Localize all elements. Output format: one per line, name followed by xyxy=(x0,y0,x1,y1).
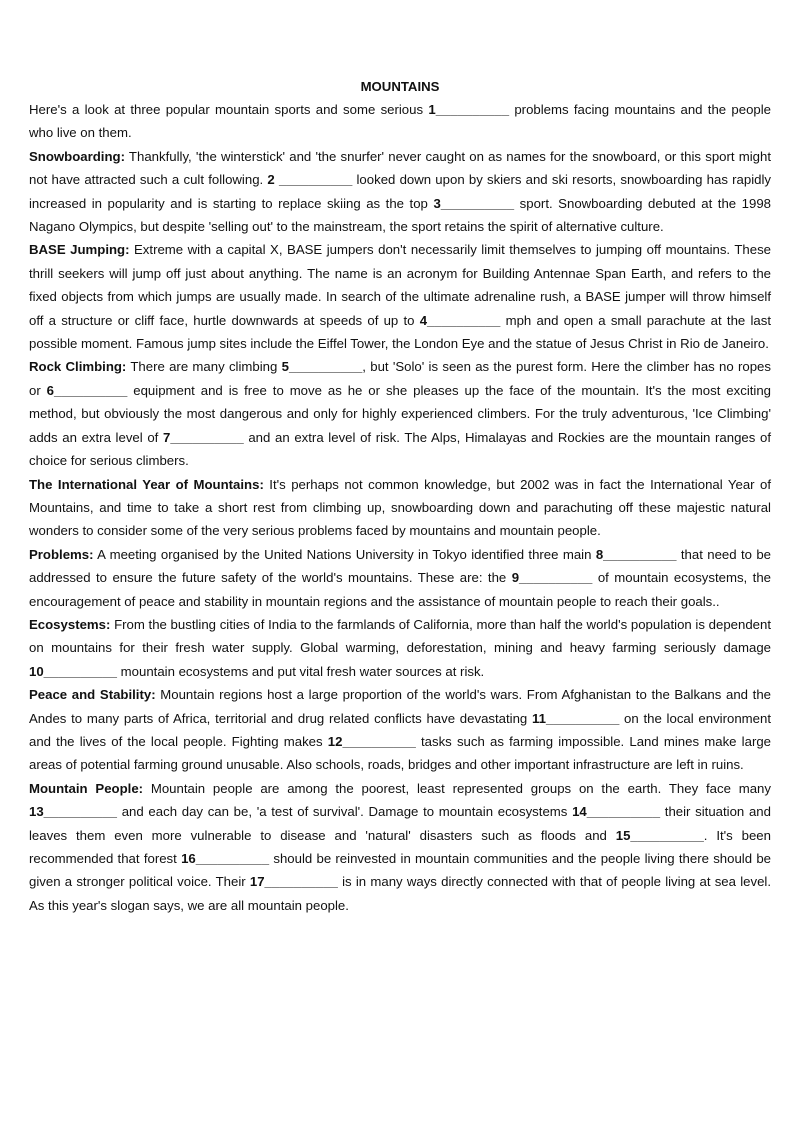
section-heading: Snowboarding: xyxy=(29,148,125,164)
body-text: There are many climbing xyxy=(126,359,282,375)
body-text: equipment and is free to move as he or she pleases up the face of the mountain. It's the most exciting method, but obviously the most dangerous and only for highly experienced climbers. For the truly adventurous, 'Ice Climbing' adds an extra level of xyxy=(29,382,772,445)
answer-blank[interactable]: 14__________ xyxy=(572,804,661,820)
answer-blank[interactable]: 7__________ xyxy=(163,429,244,445)
answer-blank[interactable]: 9__________ xyxy=(511,570,593,586)
body-text: problems facing mountains and the people who live on them. xyxy=(29,102,771,141)
paragraph xyxy=(29,683,771,777)
section-heading: Mountain People: xyxy=(29,780,144,796)
body-text: From the bustling cities of India to the farmlands of California, more than half the world's population is dependent on mountains for their fresh water supply. Global warming, deforestation, mining and heavy farming seriously damage xyxy=(29,616,771,656)
body-text: looked down upon by skiers and ski resorts, snowboarding has rapidly increased in popularity and is starting to replace skiing as the top xyxy=(29,172,771,211)
body-text: and an extra level of risk. The Alps, Himalayas and Rockies are the mountain ranges of choice for serious climbers. xyxy=(29,429,771,469)
paragraph xyxy=(29,145,771,239)
body-text: sport. Snowboarding debuted at the 1998 Nagano Olympics, but despite 'selling out' to the mainstream, the sport retains the spirit of alternative culture. xyxy=(29,195,771,235)
body-text: mountain ecosystems and put vital fresh water sources at risk. xyxy=(117,663,485,679)
section-heading: BASE Jumping: xyxy=(29,242,130,258)
paragraph xyxy=(29,238,771,355)
body-text: Mountain regions host a large proportion of the world's wars. From Afghanistan to the Balkans and the Andes to many parts of Africa, territorial and drug related conflicts have devastating xyxy=(29,687,772,726)
paragraph xyxy=(29,543,771,613)
page-title: MOUNTAINS xyxy=(360,79,440,94)
section-heading: Rock Climbing: xyxy=(29,359,127,375)
body-text: mph and open a small parachute at the last possible moment. Famous jump sites include the Eiffel Tower, the London Eye and the statue of Jesus Christ in Rio de Janeiro. xyxy=(29,312,771,352)
answer-blank[interactable]: 16__________ xyxy=(181,851,270,866)
answer-blank[interactable]: 12__________ xyxy=(327,733,416,749)
body-text: their situation and leaves them even more vulnerable to disease and 'natural' disasters such as floods and xyxy=(29,804,771,843)
body-text: It's perhaps not common knowledge, but 2002 was in fact the International Year of Mountains, and time to take a short rest from climbing up, snowboarding down and parachuting off these majestic natural wonders to consider some of the very serious problems faced by mountains and mountain people. xyxy=(29,476,772,539)
answer-blank[interactable]: 11__________ xyxy=(532,710,620,726)
answer-blank[interactable]: 13__________ xyxy=(29,804,118,820)
body-text: , but 'Solo' is seen as the purest form. Here the climber has no ropes or xyxy=(29,359,771,398)
body-text: . It's been recommended that forest xyxy=(29,827,771,866)
body-text: of mountain ecosystems, the encouragement of peace and stability in mountain regions and the assistance of mountain people to reach their goals.. xyxy=(29,570,771,609)
answer-blank[interactable]: 2 __________ xyxy=(267,172,353,188)
answer-blank[interactable]: 10__________ xyxy=(29,663,118,679)
body-text: that need to be addressed to ensure the future safety of the world's mountains. These are: the xyxy=(29,546,771,586)
body-text: and each day can be, 'a test of survival'. Damage to mountain ecosystems xyxy=(117,804,573,820)
answer-blank[interactable]: 5__________ xyxy=(281,359,363,375)
answer-blank[interactable]: 15__________ xyxy=(615,827,704,843)
body-text: Here's a look at three popular mountain sports and some serious xyxy=(29,102,429,117)
paragraph xyxy=(29,777,771,917)
body-text: Extreme with a capital X, BASE jumpers don't necessarily limit themselves to jumping off mountains. These thrill seekers will jump off just about anything. The name is an acronym for Building Antennae Span Earth, and refers to the fixed objects from which jumps are usually made. In search of the ultimate adrenaline rush, a BASE jumper will throw himself off a structure or cliff face, hurtle downwards at speeds of up to xyxy=(29,242,772,328)
paragraph xyxy=(29,355,771,472)
answer-blank[interactable]: 6__________ xyxy=(46,382,128,398)
section-heading: Ecosystems: xyxy=(29,616,111,632)
section-heading: Peace and Stability: xyxy=(29,687,156,703)
paragraph xyxy=(29,473,771,543)
body-text: should be reinvested in mountain communities and the people living there should be given a stronger political voice. Their xyxy=(29,851,772,890)
paragraph xyxy=(29,98,771,145)
answer-blank[interactable]: 1__________ xyxy=(428,102,510,117)
worksheet-page xyxy=(29,76,771,917)
section-heading: The International Year of Mountains: xyxy=(29,476,264,492)
worksheet-body xyxy=(29,98,771,917)
body-text: Thankfully, 'the winterstick' and 'the snurfer' never caught on as names for the snowboard, or this sport might not have attracted such a cult following. xyxy=(29,148,771,188)
answer-blank[interactable]: 8__________ xyxy=(595,546,677,562)
paragraph xyxy=(29,613,771,683)
body-text: tasks such as farming impossible. Land mines make large areas of potential farming ground unusable. Also schools, roads, bridges and other important infrastructure are left in ruins. xyxy=(29,733,771,773)
section-heading: Problems: xyxy=(29,546,94,562)
body-text: is in many ways directly connected with that of people living at sea level. As this year's slogan says, we are all mountain people. xyxy=(29,874,771,913)
answer-blank[interactable]: 4__________ xyxy=(419,312,501,328)
answer-blank[interactable]: 17__________ xyxy=(249,874,338,890)
body-text: A meeting organised by the United Nations University in Tokyo identified three main xyxy=(93,546,596,562)
body-text: Mountain people are among the poorest, least represented groups on the earth. They face many xyxy=(143,780,771,796)
body-text: on the local environment and the lives of the local people. Fighting makes xyxy=(29,710,771,749)
answer-blank[interactable]: 3__________ xyxy=(433,195,515,211)
